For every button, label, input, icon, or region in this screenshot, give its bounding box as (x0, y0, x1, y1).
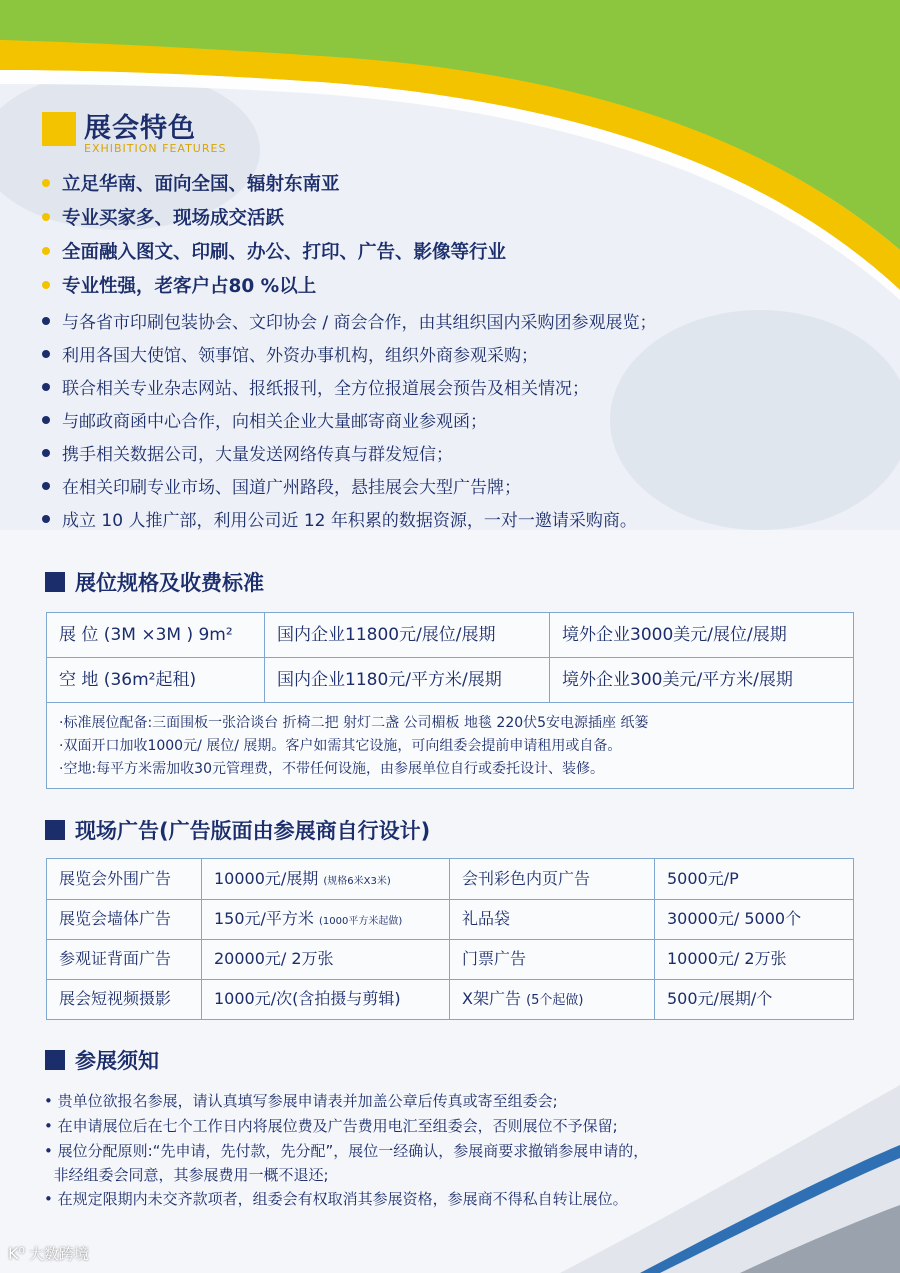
table-row (47, 859, 853, 900)
bullet-icon (42, 350, 50, 358)
bullet-icon (42, 383, 50, 391)
domestic-price: 国内企业11800元/展位/展期 (265, 613, 550, 657)
ad-item: 展会短视频摄影 (47, 979, 202, 1019)
feature-item: 专业买家多、现场成交活跃 (42, 204, 284, 230)
table-row (47, 899, 853, 940)
bullet-icon (42, 515, 50, 523)
promotion-point: 利用各国大使馆、领事馆、外资办事机构，组织外商参观采购； (42, 341, 538, 366)
bullet-icon (42, 449, 50, 457)
watermark (8, 1243, 89, 1264)
ads-price-table (46, 858, 854, 1020)
promotion-point: 与各省市印刷包装协会、文印协会 / 商会合作，由其组织国内采购团参观展览； (42, 308, 657, 333)
ad-price: 10000元/展期 (规格6米X3米) (202, 859, 450, 899)
promotion-point: 与邮政商函中心合作，向相关企业大量邮寄商业参观函； (42, 407, 487, 432)
feature-item: 全面融入图文、印刷、办公、打印、广告、影像等行业 (42, 238, 506, 264)
foreign-price: 境外企业300美元/平方米/展期 (562, 670, 793, 690)
table-row (47, 613, 853, 658)
booth-note: ·标准展位配备:三面围板一张洽谈台 折椅二把 射灯二盏 公司楣板 地毯 220伏5安电源插座 纸篓 (59, 715, 649, 731)
square-icon (45, 572, 65, 592)
bullet-icon (42, 416, 50, 424)
watermark-logo-icon: K⁰ (8, 1244, 25, 1263)
feature-item: 立足华南、面向全国、辐射东南亚 (42, 170, 340, 196)
ad-item: 展览会墙体广告 (47, 899, 202, 939)
ad-price: 1000元/次(含拍摄与剪辑) (202, 979, 450, 1019)
promotion-point: 联合相关专业杂志网站、报纸报刊，全方位报道展会预告及相关情况； (42, 374, 589, 399)
watermark-text: 大数跨境 (28, 1245, 89, 1263)
square-icon (45, 820, 65, 840)
ad-price: 30000元/ 5000个 (667, 909, 802, 928)
booth-type: 空 地 (36m²起租) (47, 658, 265, 702)
notice-line: • 在规定限期内未交齐款项者，组委会有权取消其参展资格，参展商不得私自转让展位。 (44, 1190, 628, 1208)
promotion-point: 在相关印刷专业市场、国道广州路段，悬挂展会大型广告牌； (42, 473, 521, 498)
feature-item: 专业性强，老客户占80 %以上 (42, 272, 316, 298)
booth-price-table (46, 612, 854, 789)
bullet-icon (42, 247, 50, 255)
notice-line: 非经组委会同意，其参展费用一概不退还; (44, 1166, 329, 1184)
bullet-icon (42, 317, 50, 325)
notice-line: • 在申请展位后在七个工作日内将展位费及广告费用电汇至组委会，否则展位不予保留; (44, 1117, 618, 1135)
notice-line: • 展位分配原则:“先申请，先付款，先分配”，展位一经确认，参展商要求撤销参展申请的， (44, 1142, 649, 1160)
table-row (47, 939, 853, 980)
bullet-icon (42, 179, 50, 187)
booth-note: ·空地:每平方米需加收30元管理费，不带任何设施，由参展单位自行或委托设计、装修。 (59, 761, 604, 777)
booth-title: 展位规格及收费标准 (75, 571, 264, 595)
features-subtitle: EXHIBITION FEATURES (84, 142, 227, 155)
table-row (47, 979, 853, 1019)
bullet-icon (42, 213, 50, 221)
table-row (47, 658, 853, 703)
promotion-point: 携手相关数据公司，大量发送网络传真与群发短信； (42, 440, 453, 465)
ads-title: 现场广告(广告版面由参展商自行设计) (75, 819, 431, 843)
ad-item: 会刊彩色内页广告 (450, 859, 655, 899)
ad-price: 500元/展期/个 (667, 989, 773, 1008)
domestic-price: 国内企业1180元/平方米/展期 (265, 658, 550, 702)
ad-price: 10000元/ 2万张 (667, 949, 787, 968)
ad-item: X架广告 (5个起做) (450, 979, 655, 1019)
foreign-price: 境外企业3000美元/展位/展期 (562, 625, 787, 645)
features-title: 展会特色 (84, 113, 196, 144)
ad-price: 5000元/P (667, 869, 739, 888)
promotion-point: 成立 10 人推广部，利用公司近 12 年积累的数据资源，一对一邀请采购商。 (42, 506, 637, 531)
bullet-icon (42, 281, 50, 289)
square-icon (42, 112, 76, 146)
ad-item: 展览会外围广告 (47, 859, 202, 899)
notice-title: 参展须知 (75, 1049, 159, 1073)
ad-item: 参观证背面广告 (47, 939, 202, 979)
ad-item: 门票广告 (450, 939, 655, 979)
notice-line: • 贵单位欲报名参展，请认真填写参展申请表并加盖公章后传真或寄至组委会; (44, 1092, 558, 1110)
square-icon (45, 1050, 65, 1070)
booth-note: ·双面开口加收1000元/ 展位/ 展期。客户如需其它设施，可向组委会提前申请租用或自备。 (59, 738, 622, 754)
booth-type: 展 位 (3M ×3M ) 9m² (47, 613, 265, 657)
ad-price: 150元/平方米 (1000平方米起做) (202, 899, 450, 939)
bullet-icon (42, 482, 50, 490)
ad-item: 礼品袋 (450, 899, 655, 939)
ad-price: 20000元/ 2万张 (202, 939, 450, 979)
